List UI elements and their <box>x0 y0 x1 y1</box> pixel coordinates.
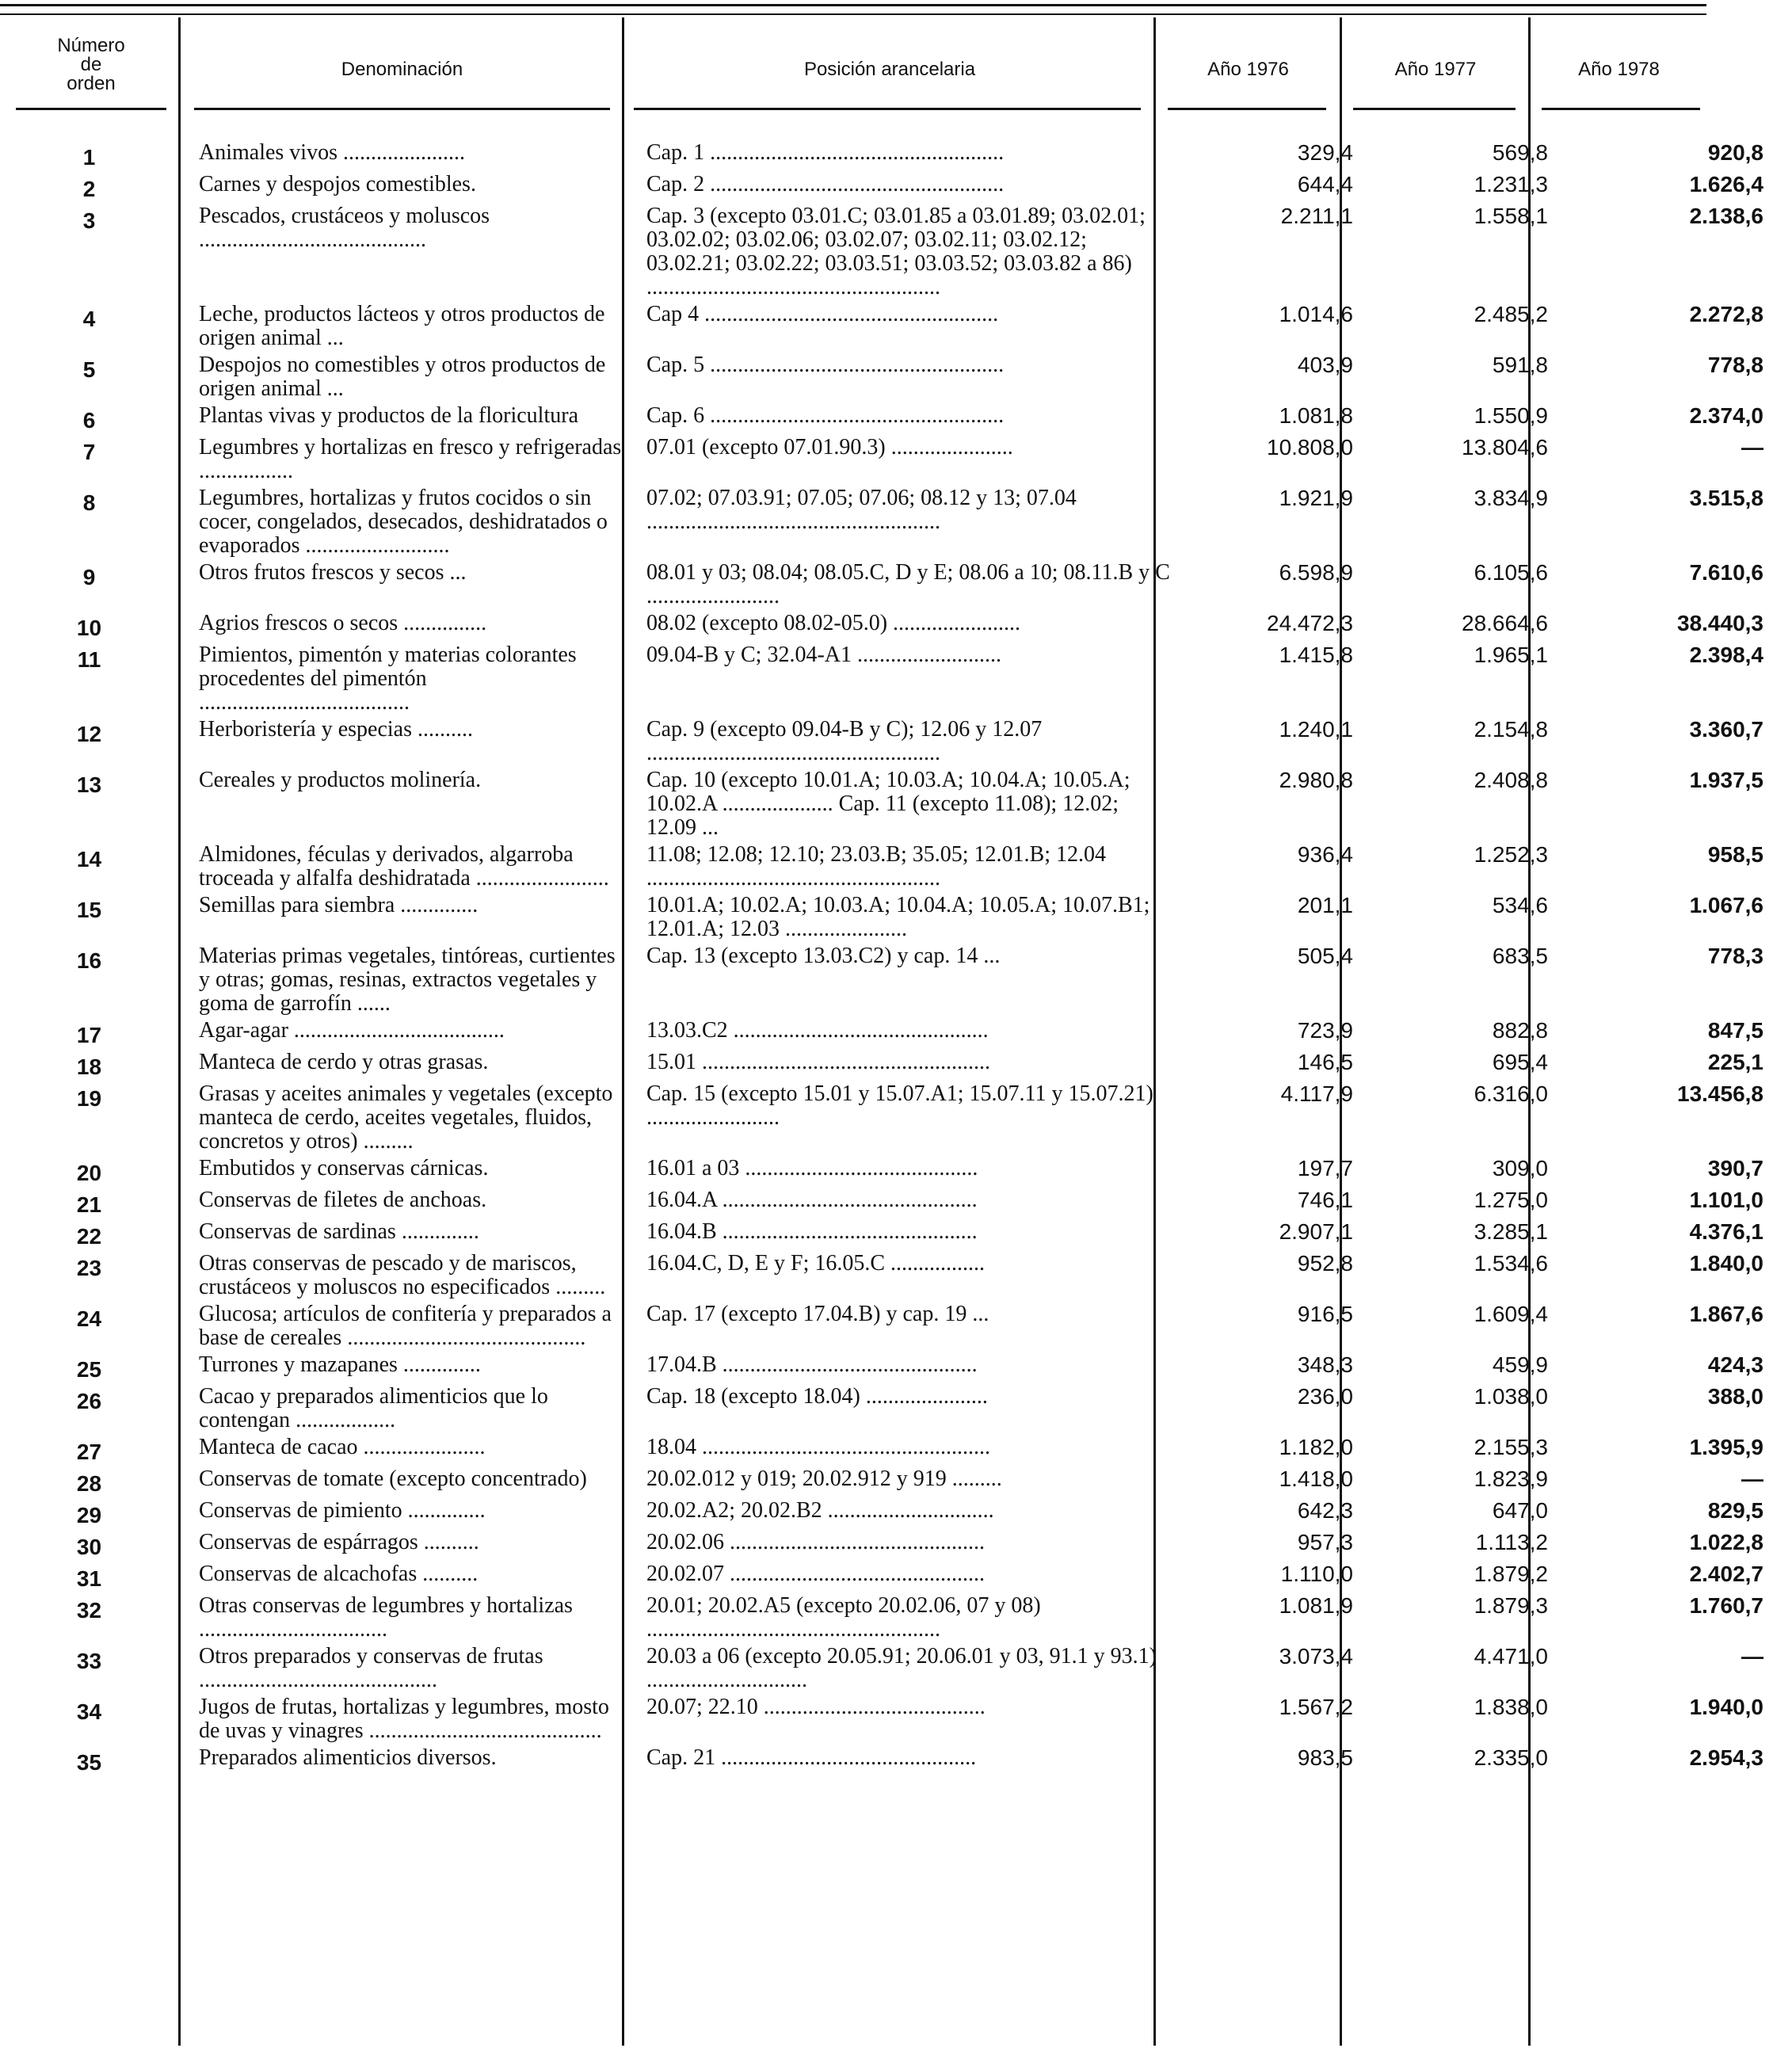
posicion-cell: Cap. 9 (excepto 09.04-B y C); 12.06 y 12.07 ..................................................... <box>646 717 1043 765</box>
row-number: 18 <box>76 1055 102 1079</box>
ano-1976-cell: 1.081,8 <box>1279 403 1353 428</box>
ano-1978-cell: — <box>1741 1466 1763 1491</box>
ano-1977-cell: 3.285,1 <box>1474 1219 1548 1244</box>
row-number: 28 <box>76 1471 102 1496</box>
table-row <box>0 1531 1792 1562</box>
posicion-cell: Cap. 3 (excepto 03.01.C; 03.01.85 a 03.01.89; 03.02.01; 03.02.02; 03.02.06; 03.02.07; 03.02.11; 03.02.12; 03.02.21; 03.02.22; 03.03.51; 03.03.52; 03.03.82 a 86) ..................................................... <box>646 204 1146 299</box>
ano-1976-cell: 1.418,0 <box>1279 1466 1353 1491</box>
denominacion-cell: Conservas de sardinas .............. <box>199 1219 479 1244</box>
ano-1978-cell: 1.101,0 <box>1689 1188 1763 1212</box>
ano-1978-cell: 1.937,5 <box>1689 768 1763 792</box>
denominacion-cell: Materias primas vegetales, tintóreas, curtientes y otras; gomas, resinas, extractos vegetales y goma de garrofín ...... <box>199 944 616 1016</box>
header-denominacion: Denominación <box>341 59 463 80</box>
ano-1978-cell: 2.954,3 <box>1689 1745 1763 1770</box>
ano-1978-cell: 1.626,4 <box>1689 172 1763 196</box>
ano-1977-cell: 6.105,6 <box>1474 560 1548 585</box>
posicion-cell: Cap. 15 (excepto 15.01 y 15.07.A1; 15.07.11 y 15.07.21) ........................ <box>646 1081 1153 1130</box>
posicion-cell: 13.03.C2 .............................................. <box>646 1018 989 1043</box>
ano-1977-cell: 534,6 <box>1492 893 1548 917</box>
table-row <box>0 1499 1792 1531</box>
posicion-cell: 09.04-B y C; 32.04-A1 .......................... <box>646 643 1001 667</box>
ano-1976-cell: 936,4 <box>1297 842 1353 867</box>
ano-1978-cell: 388,0 <box>1707 1384 1763 1409</box>
denominacion-cell: Manteca de cacao ...................... <box>199 1435 486 1459</box>
ano-1977-cell: 882,8 <box>1492 1018 1548 1043</box>
posicion-cell: 16.01 a 03 .......................................... <box>646 1156 978 1180</box>
ano-1977-cell: 6.316,0 <box>1474 1081 1548 1106</box>
ano-1978-cell: 778,8 <box>1707 353 1763 377</box>
table-row <box>0 1594 1792 1645</box>
posicion-cell: 20.03 a 06 (excepto 20.05.91; 20.06.01 y 03, 91.1 y 93.1) ............................. <box>646 1644 1157 1692</box>
ano-1976-cell: 983,5 <box>1297 1745 1353 1770</box>
row-number: 10 <box>76 616 102 640</box>
ano-1976-cell: 1.014,6 <box>1279 302 1353 326</box>
ano-1976-cell: 952,8 <box>1297 1251 1353 1276</box>
header-underline <box>1542 108 1700 110</box>
header-underline <box>194 108 610 110</box>
denominacion-cell: Otras conservas de legumbres y hortalizas .................................. <box>199 1593 573 1642</box>
ano-1978-cell: 3.360,7 <box>1689 717 1763 742</box>
ano-1978-cell: 847,5 <box>1707 1018 1763 1043</box>
row-number: 23 <box>76 1256 102 1280</box>
ano-1977-cell: 1.609,4 <box>1474 1302 1548 1326</box>
table-row <box>0 1562 1792 1594</box>
header-underline <box>1353 108 1516 110</box>
posicion-cell: 20.01; 20.02.A5 (excepto 20.02.06, 07 y 08) ..................................................... <box>646 1593 1041 1642</box>
row-number: 1 <box>82 145 96 170</box>
ano-1978-cell: 1.867,6 <box>1689 1302 1763 1326</box>
table-row <box>0 843 1792 894</box>
ano-1977-cell: 1.550,9 <box>1474 403 1548 428</box>
ano-1978-cell: 13.456,8 <box>1677 1081 1763 1106</box>
ano-1978-cell: 7.610,6 <box>1689 560 1763 585</box>
ano-1977-cell: 1.534,6 <box>1474 1251 1548 1276</box>
posicion-cell: 08.02 (excepto 08.02-05.0) ....................... <box>646 611 1021 635</box>
table-row <box>0 1019 1792 1051</box>
table-body <box>0 141 1792 1778</box>
ano-1977-cell: 1.231,3 <box>1474 172 1548 196</box>
denominacion-cell: Conservas de espárragos .......... <box>199 1530 479 1554</box>
posicion-cell: 20.02.06 .............................................. <box>646 1530 985 1554</box>
denominacion-cell: Pescados, crustáceos y moluscos ......................................... <box>199 204 490 252</box>
row-number: 9 <box>82 565 96 589</box>
row-number: 11 <box>77 647 101 672</box>
ano-1977-cell: 2.154,8 <box>1474 717 1548 742</box>
denominacion-cell: Jugos de frutas, hortalizas y legumbres, mosto de uvas y vinagres .......................................... <box>199 1695 609 1743</box>
ano-1978-cell: 1.940,0 <box>1689 1695 1763 1719</box>
table-row <box>0 944 1792 1019</box>
posicion-cell: 16.04.C, D, E y F; 16.05.C ................. <box>646 1251 986 1276</box>
posicion-cell: 20.02.07 .............................................. <box>646 1562 985 1586</box>
ano-1976-cell: 329,4 <box>1297 140 1353 165</box>
header-underline <box>634 108 1141 110</box>
table-row <box>0 1645 1792 1695</box>
row-number: 34 <box>76 1699 102 1724</box>
ano-1977-cell: 13.804,6 <box>1462 435 1548 460</box>
ano-1976-cell: 348,3 <box>1297 1352 1353 1377</box>
denominacion-cell: Leche, productos lácteos y otros productos de origen animal ... <box>199 302 605 350</box>
denominacion-cell: Otros preparados y conservas de frutas ........................................... <box>199 1644 543 1692</box>
table-row <box>0 1252 1792 1302</box>
ano-1977-cell: 1.838,0 <box>1474 1695 1548 1719</box>
ano-1978-cell: — <box>1741 435 1763 460</box>
posicion-cell: 07.02; 07.03.91; 07.05; 07.06; 08.12 y 13; 07.04 ..................................................... <box>646 486 1077 534</box>
ano-1976-cell: 6.598,9 <box>1279 560 1353 585</box>
table-row <box>0 1051 1792 1082</box>
denominacion-cell: Preparados alimenticios diversos. <box>199 1745 497 1770</box>
tariff-table <box>0 141 1792 1778</box>
ano-1976-cell: 1.921,9 <box>1279 486 1353 510</box>
posicion-cell: Cap. 1 ..................................................... <box>646 140 1005 165</box>
header-ano-1978: Año 1978 <box>1578 59 1660 80</box>
table-row <box>0 1695 1792 1746</box>
row-number: 25 <box>76 1357 102 1382</box>
row-number: 29 <box>76 1503 102 1527</box>
ano-1976-cell: 505,4 <box>1297 944 1353 968</box>
ano-1977-cell: 4.471,0 <box>1474 1644 1548 1669</box>
row-number: 6 <box>82 408 96 433</box>
posicion-cell: 17.04.B .............................................. <box>646 1352 978 1377</box>
table-row <box>0 1220 1792 1252</box>
table-row <box>0 303 1792 353</box>
top-rule-thin <box>0 13 1706 15</box>
ano-1976-cell: 957,3 <box>1297 1530 1353 1554</box>
ano-1978-cell: 958,5 <box>1707 842 1763 867</box>
ano-1978-cell: 778,3 <box>1707 944 1763 968</box>
ano-1978-cell: 4.376,1 <box>1689 1219 1763 1244</box>
denominacion-cell: Embutidos y conservas cárnicas. <box>199 1156 489 1180</box>
header-underline <box>16 108 166 110</box>
ano-1978-cell: 390,7 <box>1707 1156 1763 1180</box>
row-number: 32 <box>76 1598 102 1623</box>
header-ano-1977: Año 1977 <box>1394 59 1477 80</box>
ano-1978-cell: — <box>1741 1644 1763 1669</box>
posicion-cell: Cap 4 ..................................................... <box>646 302 999 326</box>
row-number: 12 <box>76 722 102 746</box>
table-row <box>0 1353 1792 1385</box>
table-row <box>0 404 1792 436</box>
row-number: 16 <box>76 948 102 973</box>
ano-1976-cell: 4.117,9 <box>1280 1081 1353 1106</box>
denominacion-cell: Herboristería y especias .......... <box>199 717 473 742</box>
denominacion-cell: Despojos no comestibles y otros productos de origen animal ... <box>199 353 606 401</box>
ano-1977-cell: 2.155,3 <box>1474 1435 1548 1459</box>
ano-1977-cell: 1.038,0 <box>1474 1384 1548 1409</box>
ano-1978-cell: 225,1 <box>1707 1050 1763 1074</box>
denominacion-cell: Pimientos, pimentón y materias colorantes procedentes del pimentón ...................................... <box>199 643 577 715</box>
row-number: 21 <box>76 1192 102 1217</box>
denominacion-cell: Glucosa; artículos de confitería y preparados a base de cereales ........................................... <box>199 1302 612 1350</box>
ano-1978-cell: 1.840,0 <box>1689 1251 1763 1276</box>
posicion-cell: 16.04.A .............................................. <box>646 1188 978 1212</box>
table-row <box>0 1385 1792 1436</box>
row-number: 3 <box>82 208 96 233</box>
ano-1976-cell: 236,0 <box>1297 1384 1353 1409</box>
ano-1976-cell: 1.240,1 <box>1279 717 1353 742</box>
ano-1978-cell: 1.760,7 <box>1689 1593 1763 1618</box>
top-rule <box>0 4 1706 6</box>
table-row <box>0 486 1792 561</box>
denominacion-cell: Legumbres, hortalizas y frutos cocidos o sin cocer, congelados, desecados, deshidratados o evaporados .......................... <box>199 486 608 558</box>
table-row <box>0 353 1792 404</box>
row-number: 26 <box>76 1389 102 1413</box>
posicion-cell: Cap. 18 (excepto 18.04) ...................... <box>646 1384 988 1409</box>
row-number: 22 <box>76 1224 102 1249</box>
ano-1978-cell: 2.272,8 <box>1689 302 1763 326</box>
ano-1977-cell: 1.558,1 <box>1474 204 1548 228</box>
denominacion-cell: Cacao y preparados alimenticios que lo contengan .................. <box>199 1384 548 1432</box>
ano-1978-cell: 1.022,8 <box>1689 1530 1763 1554</box>
ano-1978-cell: 1.067,6 <box>1689 893 1763 917</box>
denominacion-cell: Otros frutos frescos y secos ... <box>199 560 467 585</box>
posicion-cell: 18.04 .................................................... <box>646 1435 990 1459</box>
posicion-cell: Cap. 10 (excepto 10.01.A; 10.03.A; 10.04.A; 10.05.A; 10.02.A .................... Cap. 11 (excepto 11.08); 12.02; 12.09 ... <box>646 768 1130 840</box>
row-number: 20 <box>76 1161 102 1185</box>
table-row <box>0 643 1792 718</box>
row-number: 24 <box>76 1306 102 1331</box>
posicion-cell: 16.04.B .............................................. <box>646 1219 978 1244</box>
table-row <box>0 1082 1792 1157</box>
denominacion-cell: Animales vivos ...................... <box>199 140 465 165</box>
ano-1978-cell: 2.138,6 <box>1689 204 1763 228</box>
row-number: 2 <box>82 177 96 201</box>
posicion-cell: 10.01.A; 10.02.A; 10.03.A; 10.04.A; 10.05.A; 10.07.B1; 12.01.A; 12.03 ...................... <box>646 893 1150 941</box>
posicion-cell: Cap. 6 ..................................................... <box>646 403 1005 428</box>
ano-1977-cell: 1.879,3 <box>1474 1593 1548 1618</box>
posicion-cell: 20.02.A2; 20.02.B2 .............................. <box>646 1498 994 1523</box>
ano-1977-cell: 1.965,1 <box>1474 643 1548 667</box>
row-number: 31 <box>76 1566 102 1591</box>
table-row <box>0 1467 1792 1499</box>
header-posicion-arancelaria: Posición arancelaria <box>803 59 976 80</box>
header-underline <box>1168 108 1326 110</box>
posicion-cell: 15.01 .................................................... <box>646 1050 990 1074</box>
ano-1977-cell: 1.252,3 <box>1474 842 1548 867</box>
ano-1978-cell: 2.374,0 <box>1689 403 1763 428</box>
ano-1976-cell: 403,9 <box>1297 353 1353 377</box>
ano-1976-cell: 2.980,8 <box>1279 768 1353 792</box>
posicion-cell: 20.02.012 y 019; 20.02.912 y 919 ......... <box>646 1466 1002 1491</box>
ano-1977-cell: 683,5 <box>1492 944 1548 968</box>
table-row <box>0 1302 1792 1353</box>
ano-1977-cell: 1.113,2 <box>1475 1530 1548 1554</box>
ano-1976-cell: 723,9 <box>1297 1018 1353 1043</box>
ano-1978-cell: 1.395,9 <box>1689 1435 1763 1459</box>
table-row <box>0 204 1792 303</box>
ano-1977-cell: 1.275,0 <box>1474 1188 1548 1212</box>
ano-1977-cell: 2.335,0 <box>1474 1745 1548 1770</box>
denominacion-cell: Cereales y productos molinería. <box>199 768 482 792</box>
row-number: 17 <box>76 1023 102 1047</box>
table-row <box>0 718 1792 768</box>
denominacion-cell: Almidones, féculas y derivados, algarroba troceada y alfalfa deshidratada ........................ <box>199 842 609 891</box>
ano-1977-cell: 1.823,9 <box>1474 1466 1548 1491</box>
posicion-cell: 11.08; 12.08; 12.10; 23.03.B; 35.05; 12.01.B; 12.04 ..................................................... <box>646 842 1106 891</box>
ano-1976-cell: 1.182,0 <box>1279 1435 1353 1459</box>
ano-1977-cell: 28.664,6 <box>1462 611 1548 635</box>
row-number: 8 <box>82 490 96 515</box>
ano-1977-cell: 647,0 <box>1492 1498 1548 1523</box>
ano-1976-cell: 2.907,1 <box>1279 1219 1353 1244</box>
row-number: 4 <box>82 307 96 331</box>
ano-1976-cell: 1.415,8 <box>1279 643 1353 667</box>
denominacion-cell: Plantas vivas y productos de la floricultura <box>199 403 578 428</box>
ano-1978-cell: 829,5 <box>1707 1498 1763 1523</box>
denominacion-cell: Legumbres y hortalizas en fresco y refrigeradas ................. <box>199 435 622 483</box>
ano-1977-cell: 3.834,9 <box>1474 486 1548 510</box>
table-row <box>0 1157 1792 1188</box>
posicion-cell: Cap. 13 (excepto 13.03.C2) y cap. 14 ... <box>646 944 1001 968</box>
posicion-cell: Cap. 2 ..................................................... <box>646 172 1005 196</box>
posicion-cell: Cap. 17 (excepto 17.04.B) y cap. 19 ... <box>646 1302 989 1326</box>
ano-1976-cell: 642,3 <box>1297 1498 1353 1523</box>
denominacion-cell: Carnes y despojos comestibles. <box>199 172 476 196</box>
posicion-cell: Cap. 21 .............................................. <box>646 1745 977 1770</box>
ano-1976-cell: 10.808,0 <box>1267 435 1353 460</box>
ano-1977-cell: 591,8 <box>1492 353 1548 377</box>
table-row <box>0 173 1792 204</box>
denominacion-cell: Turrones y mazapanes .............. <box>199 1352 481 1377</box>
row-number: 19 <box>76 1086 102 1111</box>
denominacion-cell: Conservas de filetes de anchoas. <box>199 1188 487 1212</box>
ano-1977-cell: 569,8 <box>1492 140 1548 165</box>
ano-1976-cell: 1.081,9 <box>1279 1593 1353 1618</box>
table-row <box>0 768 1792 843</box>
ano-1977-cell: 695,4 <box>1492 1050 1548 1074</box>
ano-1976-cell: 644,4 <box>1297 172 1353 196</box>
row-number: 14 <box>76 847 102 871</box>
denominacion-cell: Semillas para siembra .............. <box>199 893 479 917</box>
denominacion-cell: Grasas y aceites animales y vegetales (excepto manteca de cerdo, aceites vegetales, fluidos, concretos y otros) ......... <box>199 1081 613 1154</box>
row-number: 13 <box>76 772 102 797</box>
ano-1976-cell: 3.073,4 <box>1279 1644 1353 1669</box>
ano-1976-cell: 1.567,2 <box>1279 1695 1353 1719</box>
table-row <box>0 612 1792 643</box>
ano-1978-cell: 920,8 <box>1707 140 1763 165</box>
ano-1976-cell: 197,7 <box>1297 1156 1353 1180</box>
denominacion-cell: Otras conservas de pescado y de mariscos, crustáceos y moluscos no especificados ......... <box>199 1251 606 1299</box>
row-number: 33 <box>76 1649 102 1673</box>
denominacion-cell: Agar-agar ...................................... <box>199 1018 505 1043</box>
ano-1976-cell: 746,1 <box>1297 1188 1353 1212</box>
ano-1976-cell: 916,5 <box>1297 1302 1353 1326</box>
row-number: 35 <box>76 1750 102 1775</box>
ano-1977-cell: 309,0 <box>1492 1156 1548 1180</box>
posicion-cell: 20.07; 22.10 ........................................ <box>646 1695 986 1719</box>
ano-1976-cell: 201,1 <box>1297 893 1353 917</box>
table-row <box>0 1746 1792 1778</box>
ano-1978-cell: 2.398,4 <box>1689 643 1763 667</box>
row-number: 27 <box>76 1440 102 1464</box>
row-number: 15 <box>76 898 102 922</box>
row-number: 5 <box>82 357 96 382</box>
posicion-cell: 07.01 (excepto 07.01.90.3) ...................... <box>646 435 1013 460</box>
row-number: 7 <box>82 440 96 464</box>
ano-1976-cell: 146,5 <box>1297 1050 1353 1074</box>
denominacion-cell: Conservas de alcachofas .......... <box>199 1562 479 1586</box>
table-row <box>0 894 1792 944</box>
ano-1978-cell: 38.440,3 <box>1677 611 1763 635</box>
ano-1976-cell: 1.110,0 <box>1280 1562 1353 1586</box>
posicion-cell: 08.01 y 03; 08.04; 08.05.C, D y E; 08.06 a 10; 08.11.B y C ........................ <box>646 560 1170 608</box>
table-row <box>0 561 1792 612</box>
ano-1976-cell: 24.472,3 <box>1267 611 1353 635</box>
denominacion-cell: Conservas de tomate (excepto concentrado) <box>199 1466 587 1491</box>
ano-1977-cell: 2.485,2 <box>1474 302 1548 326</box>
table-row <box>0 141 1792 173</box>
denominacion-cell: Agrios frescos o secos ............... <box>199 611 487 635</box>
ano-1977-cell: 1.879,2 <box>1474 1562 1548 1586</box>
denominacion-cell: Manteca de cerdo y otras grasas. <box>199 1050 489 1074</box>
ano-1978-cell: 3.515,8 <box>1689 486 1763 510</box>
table-row <box>0 1436 1792 1467</box>
ano-1977-cell: 459,9 <box>1492 1352 1548 1377</box>
ano-1978-cell: 2.402,7 <box>1689 1562 1763 1586</box>
row-number: 30 <box>76 1535 102 1559</box>
ano-1978-cell: 424,3 <box>1707 1352 1763 1377</box>
ano-1977-cell: 2.408,8 <box>1474 768 1548 792</box>
header-numero-de-orden: Número de orden <box>57 35 125 94</box>
ano-1976-cell: 2.211,1 <box>1280 204 1353 228</box>
header-ano-1976: Año 1976 <box>1207 59 1289 80</box>
posicion-cell: Cap. 5 ..................................................... <box>646 353 1005 377</box>
table-row <box>0 436 1792 486</box>
denominacion-cell: Conservas de pimiento .............. <box>199 1498 486 1523</box>
table-row <box>0 1188 1792 1220</box>
